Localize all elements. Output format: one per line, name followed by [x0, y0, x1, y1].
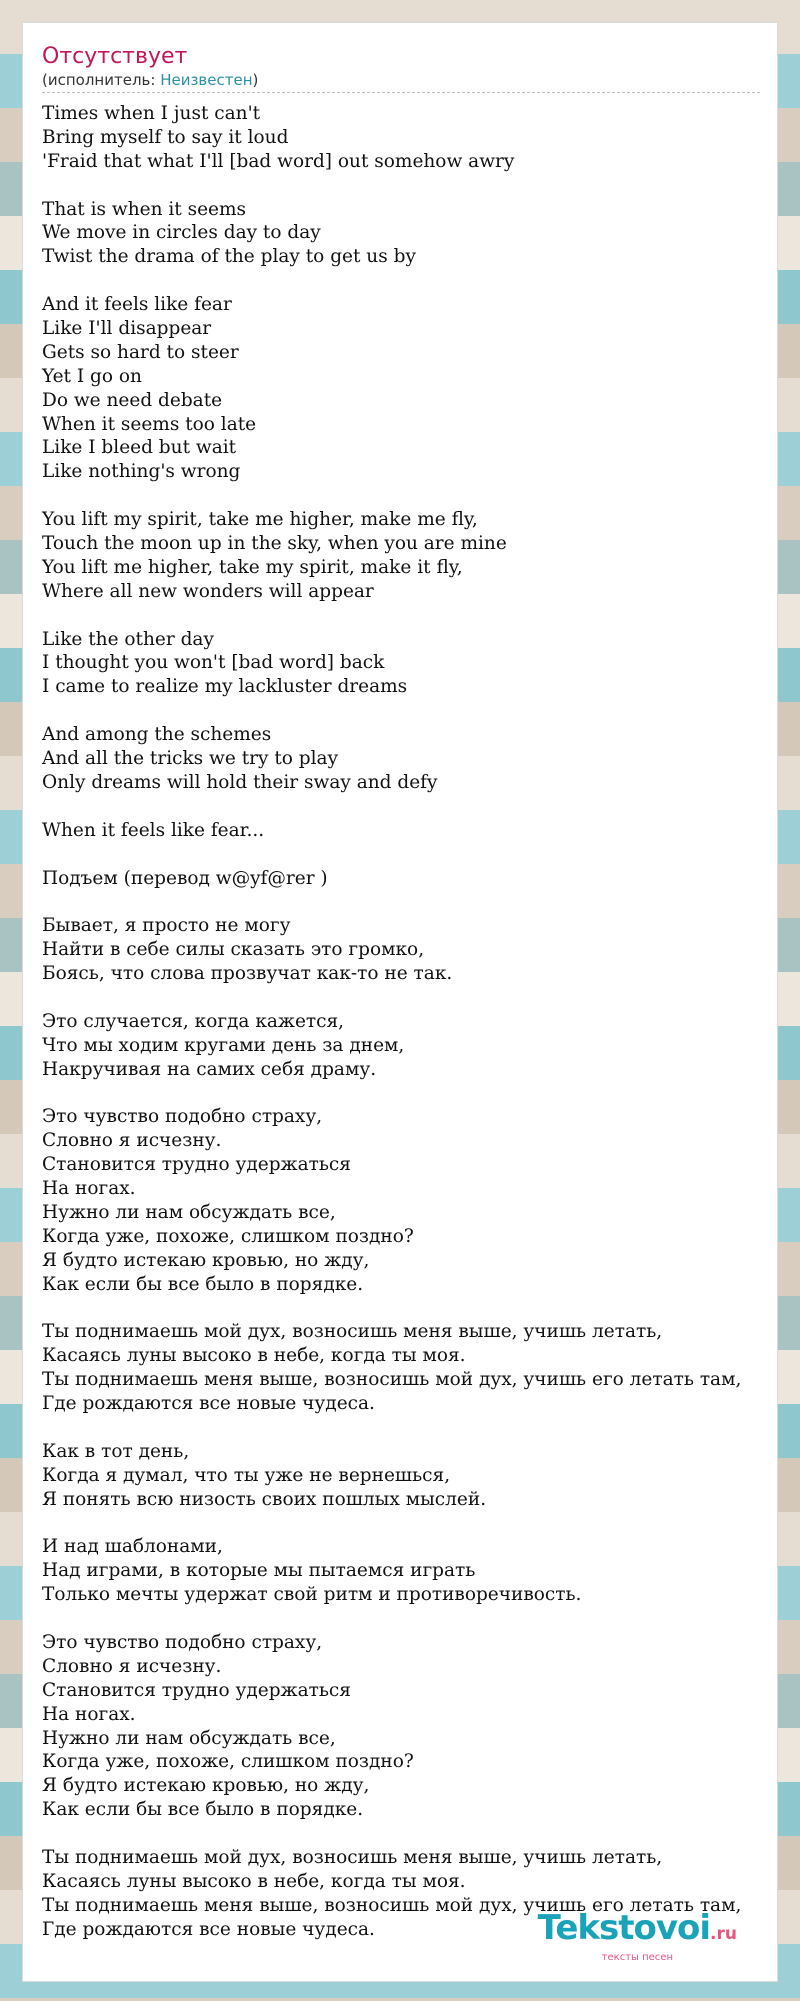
lyric-line: И над шаблонами, — [42, 1536, 223, 1558]
lyric-line: Найти в себе силы сказать это громко, — [42, 939, 425, 961]
lyric-line: Touch the moon up in the sky, when you are mine — [42, 533, 507, 555]
lyric-line: Как в тот день, — [42, 1440, 190, 1462]
lyric-line: Ты поднимаешь мой дух, возносишь меня выше, учишь летать, — [42, 1847, 663, 1869]
lyric-line: Подъем (перевод w@yf@rer ) — [42, 867, 328, 889]
lyric-line: Like I bleed but wait — [42, 437, 237, 459]
stanza-break — [42, 1607, 782, 1631]
lyric-line: Где рождаются все новые чудеса. — [42, 1393, 375, 1415]
site-logo[interactable] — [538, 1910, 737, 1963]
lyric-line: 'Fraid that what I'll [bad word] out somehow awry — [42, 150, 515, 172]
stanza-break — [42, 843, 782, 867]
lyric-line: That is when it seems — [42, 198, 247, 220]
stanza-break — [42, 795, 782, 819]
lyric-line: And all the tricks we try to play — [42, 748, 339, 770]
lyric-line: Это чувство подобно страху, — [42, 1106, 323, 1128]
lyric-line: Нужно ли нам обсуждать все, — [42, 1201, 336, 1223]
stanza-break — [42, 1512, 782, 1536]
stanza-break — [42, 1822, 782, 1846]
lyric-line: Bring myself to say it loud — [42, 126, 289, 148]
lyric-line: Я будто истекаю кровью, но жду, — [42, 1249, 370, 1271]
song-title: Отсутствует — [42, 44, 188, 69]
lyric-line: When it feels like fear... — [42, 819, 265, 841]
lyric-line: When it seems too late — [42, 413, 257, 435]
stanza-break — [42, 1416, 782, 1440]
logo-subtitle: тексты песен — [601, 1952, 673, 1963]
lyric-line: Как если бы все было в порядке. — [42, 1273, 364, 1295]
lyric-line: Когда уже, похоже, слишком поздно? — [42, 1751, 414, 1773]
lyrics-body — [42, 102, 782, 1942]
artist-prefix: (исполнитель: — [42, 71, 161, 89]
lyric-line: Как если бы все было в порядке. — [42, 1799, 364, 1821]
lyric-line: And it feels like fear — [42, 294, 232, 316]
lyric-line: I thought you won't [bad word] back — [42, 652, 385, 674]
lyric-line: Что мы ходим кругами день за днем, — [42, 1034, 405, 1056]
lyric-line: You lift me higher, take my spirit, make it fly, — [42, 556, 463, 578]
lyric-line: На ногах. — [42, 1178, 136, 1200]
lyric-line: Gets so hard to steer — [42, 341, 239, 363]
lyric-line: Бывает, я просто не могу — [42, 915, 291, 937]
lyric-line: Я понять всю низость своих пошлых мыслей. — [42, 1488, 487, 1510]
lyric-line: And among the schemes — [42, 724, 272, 746]
lyric-line: Twist the drama of the play to get us by — [42, 246, 416, 268]
stanza-break — [42, 699, 782, 723]
lyric-line: Где рождаются все новые чудеса. — [42, 1918, 375, 1940]
lyric-line: Ты поднимаешь меня выше, возносишь мой дух, учишь его летать там, — [42, 1369, 742, 1391]
lyric-line: Становится трудно удержаться — [42, 1154, 351, 1176]
lyric-line: Я будто истекаю кровью, но жду, — [42, 1775, 370, 1797]
lyric-line: Только мечты удержат свой ритм и противоречивость. — [42, 1584, 582, 1606]
lyrics-card — [22, 22, 778, 1982]
stanza-break — [42, 269, 782, 293]
lyric-line: На ногах. — [42, 1703, 136, 1725]
lyric-line: Накручивая на самих себя драму. — [42, 1058, 377, 1080]
lyric-line: Касаясь луны высоко в небе, когда ты моя. — [42, 1345, 466, 1367]
stanza-break — [42, 986, 782, 1010]
lyric-line: Like I'll disappear — [42, 318, 212, 340]
logo-main-text: Tekstovoi — [537, 1908, 711, 1948]
lyric-line: Do we need debate — [42, 389, 223, 411]
lyric-line: Когда уже, похоже, слишком поздно? — [42, 1225, 414, 1247]
lyric-line: We move in circles day to day — [42, 222, 321, 244]
logo-suffix: .ru — [710, 1924, 737, 1944]
lyric-line: Боясь, что слова прозвучат как-то не так. — [42, 963, 453, 985]
lyric-line: Like nothing's wrong — [42, 461, 241, 483]
lyric-line: Словно я исчезну. — [42, 1130, 222, 1152]
lyric-line: Это чувство подобно страху, — [42, 1632, 323, 1653]
stanza-break — [42, 484, 782, 508]
lyric-line: Times when I just can't — [42, 103, 261, 124]
stanza-break — [42, 174, 782, 198]
lyric-line: Это случается, когда кажется, — [42, 1010, 345, 1032]
lyric-line: Like the other day — [42, 628, 214, 650]
lyric-line: Когда я думал, что ты уже не вернешься, — [42, 1464, 451, 1486]
lyric-line: Yet I go on — [42, 365, 142, 387]
lyric-line: Ты поднимаешь мой дух, возносишь меня выше, учишь летать, — [42, 1321, 663, 1343]
lyric-line: Словно я исчезну. — [42, 1655, 222, 1677]
stanza-break — [42, 1082, 782, 1106]
lyric-line: Становится трудно удержаться — [42, 1679, 351, 1701]
lyric-line: Where all new wonders will appear — [42, 580, 374, 602]
stanza-break — [42, 890, 782, 914]
stanza-break — [42, 604, 782, 628]
lyric-line: Касаясь луны высоко в небе, когда ты моя. — [42, 1870, 466, 1892]
lyric-line: Нужно ли нам обсуждать все, — [42, 1727, 336, 1749]
lyric-line: Ты поднимаешь меня выше, возносишь мой дух, учишь его летать там, — [42, 1894, 742, 1916]
lyric-line: I came to realize my lackluster dreams — [42, 676, 408, 698]
lyric-line: Над играми, в которые мы пытаемся играть — [42, 1560, 476, 1582]
lyric-line: Only dreams will hold their sway and defy — [42, 771, 438, 793]
stanza-break — [42, 1297, 782, 1321]
artist-line — [42, 71, 760, 90]
lyric-line: You lift my spirit, take me higher, make me fly, — [42, 509, 478, 531]
song-header — [42, 43, 760, 93]
artist-link[interactable]: Неизвестен — [160, 71, 253, 89]
artist-suffix: ) — [252, 71, 259, 89]
logo-wordmark — [538, 1910, 737, 1952]
